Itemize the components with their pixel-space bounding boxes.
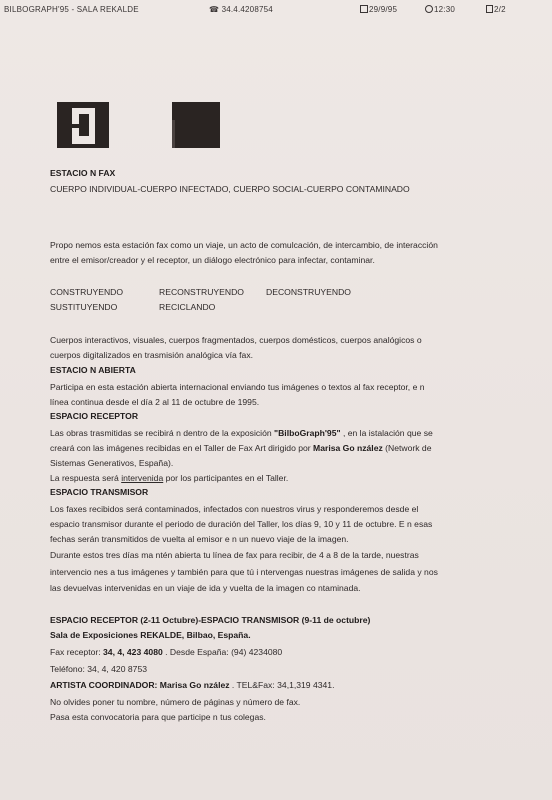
reminder-line-1: No olvides poner tu nombre, número de páginas y número de fax. [50, 697, 301, 707]
intro-line-1: Propo nemos esta estación fax como un viaje, un acto de comulcación, de intercambio, de interacción [50, 240, 438, 250]
verb-construyendo: CONSTRUYENDO [50, 287, 124, 297]
transmitter-line-1: Los faxes recibidos será contaminados, infectados con nuestros virus y responderemos desde el [50, 504, 419, 514]
verb-sustituyendo: SUSTITUYENDO [50, 302, 118, 312]
director-name: Marisa Go nzález [313, 443, 383, 453]
transmitter-heading: ESPACIO TRANSMISOR [50, 487, 149, 497]
intervenida-word: intervenida [121, 473, 164, 483]
coordinator-line: ARTISTA COORDINADOR: Marisa Go nzález . TEL&Fax: 34,1,319 4341. [50, 680, 335, 690]
page-icon [486, 5, 493, 13]
bilbograph-logo [57, 102, 227, 152]
open-station-line-2: línea continua desde el día 2 al 11 de octubre de 1995. [50, 397, 260, 407]
page-subtitle: CUERPO INDIVIDUAL-CUERPO INFECTADO, CUERPO SOCIAL-CUERPO CONTAMINADO [50, 184, 410, 194]
venue: Sala de Exposiciones REKALDE, Bilbao, España. [50, 630, 251, 640]
receiver-heading: ESPACIO RECEPTOR [50, 411, 139, 421]
receiver-line-3: Sistemas Generativos, España). [50, 458, 174, 468]
bodies-line-2: cuerpos digitalizados en trasmisión analógica vía fax. [50, 350, 254, 360]
open-station-heading: ESTACIO N ABIERTA [50, 365, 136, 375]
fax-page-count: 2/2 [486, 5, 506, 14]
receiver-line-1: Las obras trasmitidas se recibirá n dentro de la exposición "BilboGraph'95" , en la istalación que se [50, 428, 433, 438]
fax-number: 34, 4, 423 4080 [103, 647, 163, 657]
page-title: ESTACIO N FAX [50, 168, 116, 178]
calendar-icon [360, 5, 368, 13]
receiver-line-4: La respuesta será intervenida por los participantes en el Taller. [50, 473, 289, 483]
bodies-line-1: Cuerpos interactivos, visuales, cuerpos fragmentados, cuerpos domésticos, cuerpos analógicos o [50, 335, 422, 345]
intro-line-2: entre el emisor/creador y el receptor, un diálogo electrónico para infectar, contaminar. [50, 255, 375, 265]
fax-date: 29/9/95 [360, 5, 397, 14]
transmitter-line-6: las devuelvas intervenidas en un viaje de ida y vuelta de la imagen co ntaminada. [50, 583, 361, 593]
coordinator-name: ARTISTA COORDINADOR: Marisa Go nzález [50, 680, 230, 690]
transmitter-line-2: espacio transmisor durante el periodo de duración del Taller, los días 9, 10 y 11 de octubre. E n esas [50, 519, 433, 529]
transmitter-line-3: fechas serán transmitidos de vuelta al emisor e n un nuevo viaje de la imagen. [50, 534, 349, 544]
transmitter-line-5: intervencio nes a tus imágenes y también para que tú i ntervengas nuestras imágenes de salida y nos [50, 567, 438, 577]
receiver-line-2: creará con las imágenes recibidas en el Taller de Fax Art dirigido por Marisa Go nzález (Network de [50, 443, 432, 453]
transmitter-line-4: Durante estos tres días ma ntén abierta tu línea de fax para recibir, de 4 a 8 de la tarde, nuestras [50, 550, 419, 560]
fax-line: Fax receptor: 34, 4, 423 4080 . Desde España: (94) 4234080 [50, 647, 283, 657]
verb-reciclando: RECICLANDO [159, 302, 216, 312]
reminder-line-2: Pasa esta convocatoria para que participe n tus colegas. [50, 712, 266, 722]
open-station-line-1: Participa en esta estación abierta internacional enviando tus imágenes o textos al fax receptor, e n [50, 382, 425, 392]
fax-time: 12:30 [425, 5, 455, 14]
dates-heading: ESPACIO RECEPTOR (2-11 Octubre)-ESPACIO TRANSMISOR (9-11 de octubre) [50, 615, 371, 625]
sender-header: BILBOGRAPH'95 - SALA REKALDE [4, 5, 139, 14]
verb-reconstruyendo: RECONSTRUYENDO [159, 287, 244, 297]
verb-deconstruyendo: DECONSTRUYENDO [266, 287, 351, 297]
clock-icon [425, 5, 433, 13]
phone-line: Teléfono: 34, 4, 420 8753 [50, 664, 147, 674]
sender-phone: ☎ 34.4.4208754 [209, 5, 273, 14]
exhibition-name: "BilboGraph'95" [274, 428, 341, 438]
